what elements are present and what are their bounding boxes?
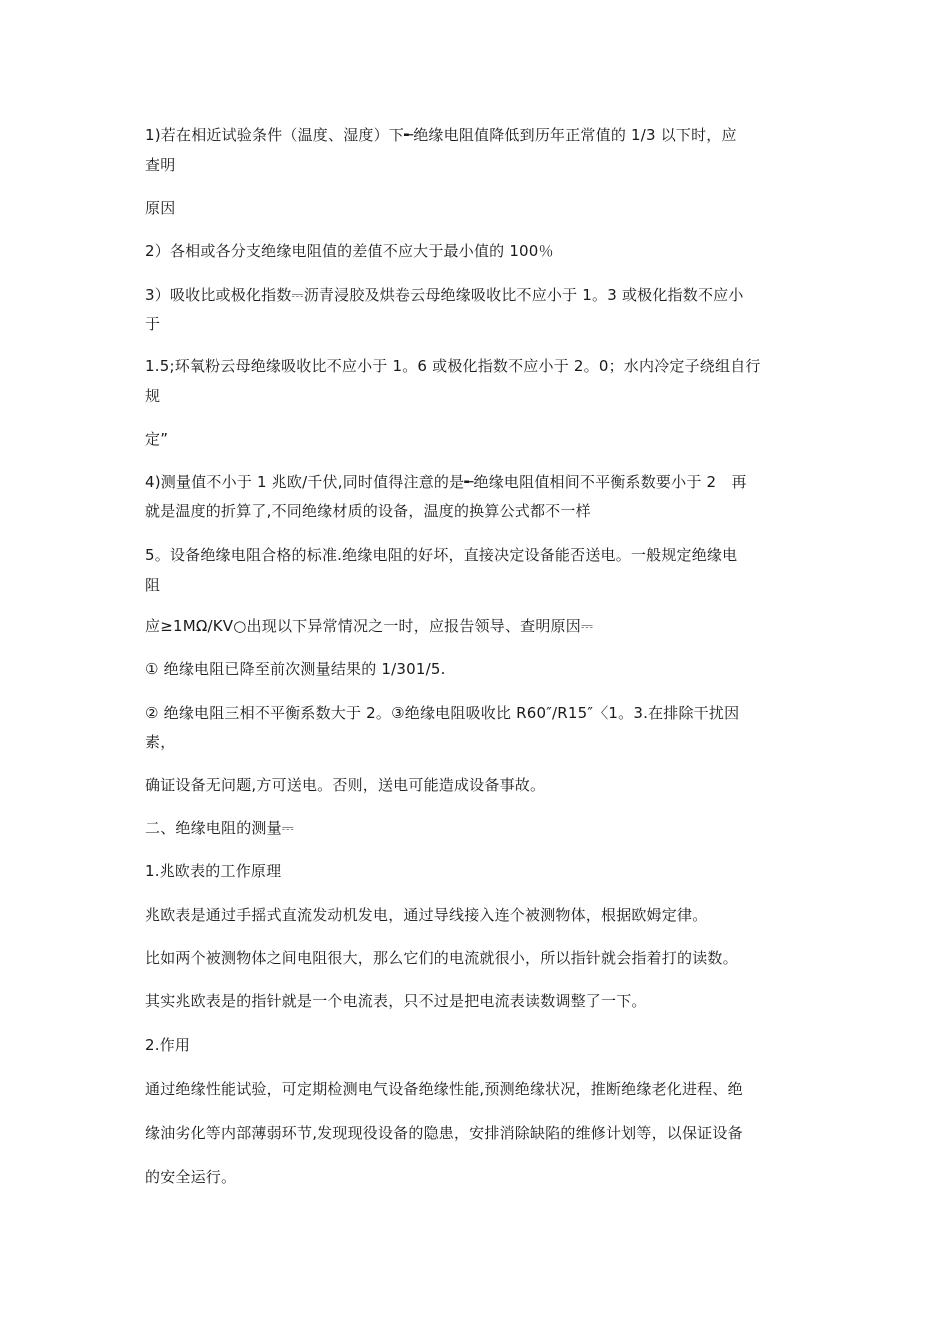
text-line: 1.5;环氧粉云母绝缘吸收比不应小于 1。6 或极化指数不应小于 2。0；水内冷定子绕组自行 <box>145 357 761 375</box>
text-line: 于 <box>145 315 161 333</box>
text-line: 5。设备绝缘电阻合格的标准.绝缘电阻的好坏，直接决定设备能否送电。一般规定绝缘电 <box>145 546 738 564</box>
text-line: 就是温度的折算了,不同绝缘材质的设备，温度的换算公式都不一样 <box>145 502 591 520</box>
text-line: 素， <box>145 733 176 751</box>
text-line: 比如两个被测物体之间电阻很大，那么它们的电流就很小，所以指针就会指着打的读数。 <box>145 949 738 967</box>
text-line: 的安全运行。 <box>145 1168 237 1186</box>
text-line: 缘油劣化等内部薄弱环节,发现现役设备的隐患，安排消除缺陷的维修计划等，以保证设备 <box>145 1124 743 1142</box>
text-line: ① 绝缘电阻已降至前次测量结果的 1/301/5. <box>145 660 446 678</box>
text-line: 确证设备无问题,方可送电。否则，送电可能造成设备事故。 <box>145 776 546 794</box>
text-line: 阻 <box>145 576 161 594</box>
text-line: 4)测量值不小于 1 兆欧/千伏,同时值得注意的是╾绝缘电阻值相间不平衡系数要小于 2 再 <box>145 473 747 491</box>
text-line: 2）各相或各分支绝缘电阻值的差值不应大于最小值的 100％ <box>145 242 554 260</box>
text-line: 3）吸收比或极化指数⎓沥青浸胶及烘卷云母绝缘吸收比不应小于 1。3 或极化指数不应小 <box>145 286 744 304</box>
subsection-heading: 1.兆欧表的工作原理 <box>145 862 282 880</box>
text-line: 兆欧表是通过手摇式直流发动机发电，通过导线接入连个被测物体，根据欧姆定律。 <box>145 906 708 924</box>
text-line: 其实兆欧表是的指针就是一个电流表，只不过是把电流表读数调整了一下。 <box>145 992 647 1010</box>
text-line: 查明 <box>145 156 176 174</box>
text-line: 1)若在相近试验条件（温度、湿度）下╾绝缘电阻值降低到历年正常值的 1/3 以下时，应 <box>145 126 737 144</box>
text-line: 规 <box>145 387 161 405</box>
subsection-heading: 2.作用 <box>145 1036 191 1054</box>
text-line: 原因 <box>145 199 176 217</box>
text-line: 通过绝缘性能试验，可定期检测电气设备绝缘性能,预测绝缘状况，推断绝缘老化进程、绝 <box>145 1080 743 1098</box>
text-line: ② 绝缘电阻三相不平衡系数大于 2。③绝缘电阻吸收比 R60″/R15″〈1。3.在排除干扰因 <box>145 704 740 722</box>
text-line: 应≥1MΩ/KV○出现以下异常情况之一时，应报告领导、查明原因⎓ <box>145 617 594 635</box>
section-heading: 二、绝缘电阻的测量⎓ <box>145 819 294 837</box>
text-line: 定” <box>145 430 169 448</box>
